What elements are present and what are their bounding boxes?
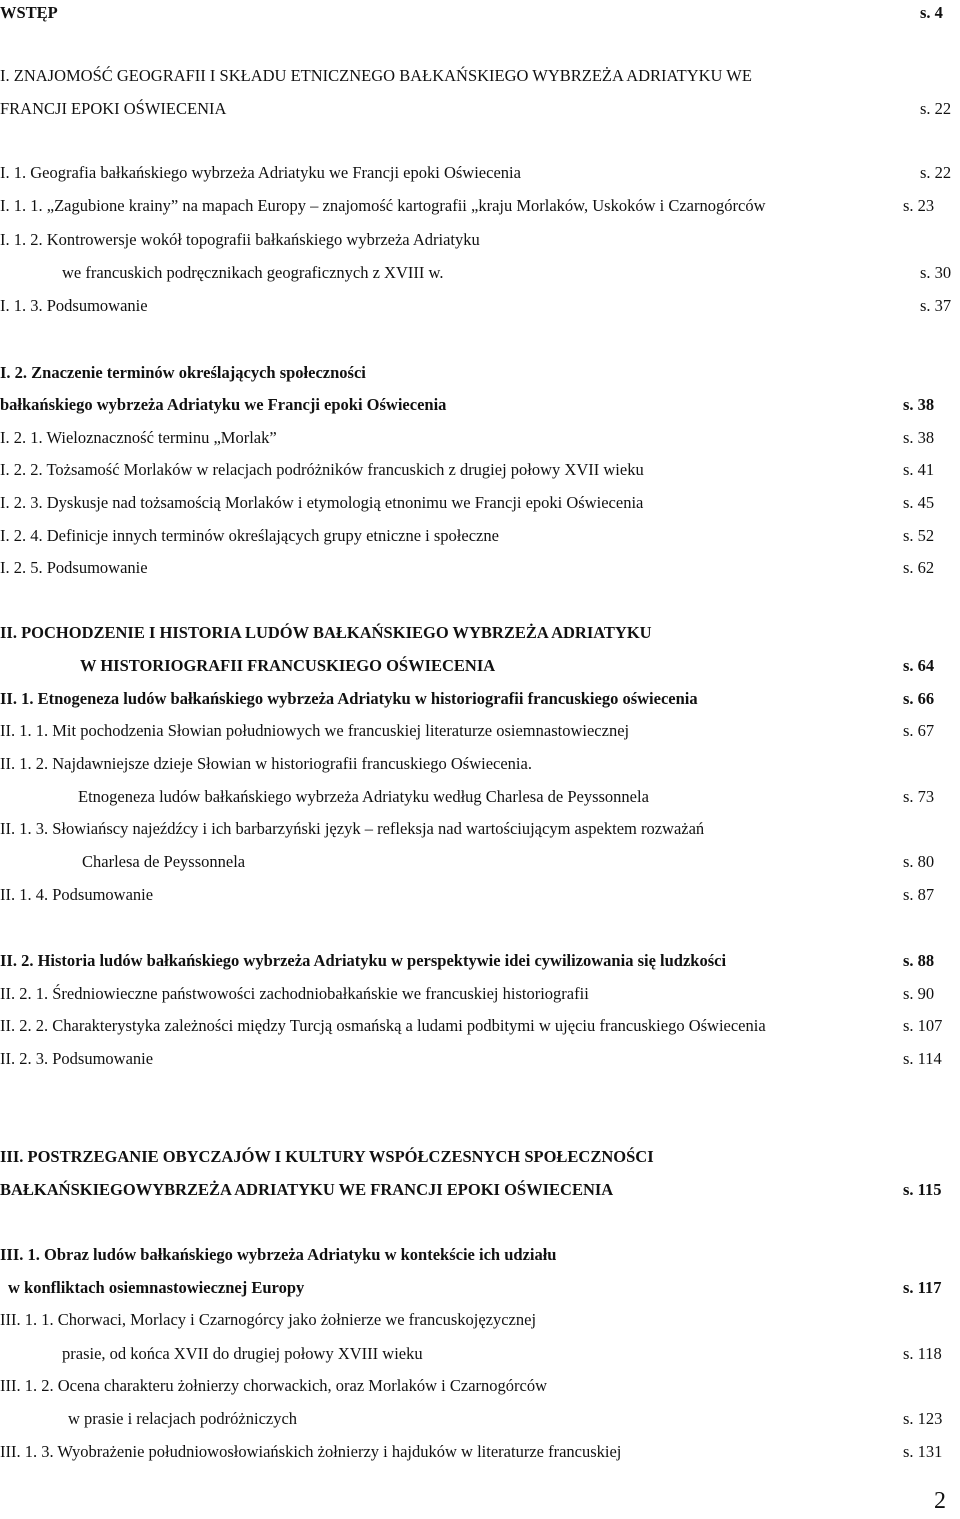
toc-entry-title: I. 2. 1. Wieloznaczność terminu „Morlak” bbox=[0, 428, 277, 447]
toc-entry-page: s. 38 bbox=[903, 395, 935, 414]
page-number: 2 bbox=[934, 1488, 946, 1514]
toc-entry bbox=[0, 1144, 960, 1170]
toc-entry-title: bałkańskiego wybrzeża Adriatyku we Francji epoki Oświecenia bbox=[0, 395, 447, 414]
toc-entry-title: II. 1. 2. Najdawniejsze dzieje Słowian w historiografii francuskiego Oświecenia. bbox=[0, 754, 532, 773]
toc-entry bbox=[0, 653, 960, 679]
toc-entry-title: I. 2. Znaczenie terminów określających społeczności bbox=[0, 363, 366, 382]
toc-entry-title: Etnogeneza ludów bałkańskiego wybrzeża Adriatyku według Charlesa de Peyssonnela bbox=[78, 787, 649, 806]
toc-entry-title: Charlesa de Peyssonnela bbox=[82, 852, 246, 871]
toc-entry-title: I. 1. 3. Podsumowanie bbox=[0, 296, 148, 315]
toc-entry bbox=[0, 523, 960, 549]
toc-entry bbox=[0, 849, 960, 875]
toc-entry-title: II. 2. 3. Podsumowanie bbox=[0, 1049, 154, 1068]
toc-entry bbox=[0, 1046, 960, 1072]
toc-entry bbox=[0, 981, 960, 1007]
toc-entry-page: s. 123 bbox=[903, 1409, 943, 1428]
toc-entry bbox=[0, 490, 960, 516]
toc-entry-page: s. 52 bbox=[903, 526, 935, 545]
toc-entry-page: s. 62 bbox=[903, 558, 935, 577]
toc-entry-page: s. 41 bbox=[903, 460, 935, 479]
toc-entry-title: II. 2. 2. Charakterystyka zależności między Turcją osmańską a ludami podbitymi w ujęciu francuskiego Oświecenia bbox=[0, 1016, 766, 1035]
toc-entry-title: II. POCHODZENIE I HISTORIA LUDÓW BAŁKAŃSKIEGO WYBRZEŻA ADRIATYKU bbox=[0, 623, 652, 642]
toc-entry bbox=[0, 1013, 960, 1039]
toc-entry-title: II. 2. Historia ludów bałkańskiego wybrzeża Adriatyku w perspektywie idei cywilizowania się ludzkości bbox=[0, 951, 727, 970]
toc-entry bbox=[0, 392, 960, 418]
toc-entry-title: III. POSTRZEGANIE OBYCZAJÓW I KULTURY WSPÓŁCZESNYCH SPOŁECZNOŚCI bbox=[0, 1147, 654, 1166]
toc-entry-page: s. 115 bbox=[903, 1180, 942, 1199]
toc-entry bbox=[0, 686, 960, 712]
toc-entry bbox=[0, 1439, 960, 1465]
toc-entry-page: s. 107 bbox=[903, 1016, 943, 1035]
toc-entry-title: I. 2. 4. Definicje innych terminów określających grupy etniczne i społeczne bbox=[0, 526, 499, 545]
toc-entry bbox=[0, 425, 960, 451]
toc-entry-page: s. 73 bbox=[903, 787, 935, 806]
toc-entry bbox=[0, 96, 960, 122]
toc-entry bbox=[0, 1373, 960, 1399]
toc-entry-title: WSTĘP bbox=[0, 3, 58, 22]
toc-entry-title: II. 2. 1. Średniowieczne państwowości zachodniobałkańskie we francuskiej historiografii bbox=[0, 984, 589, 1003]
toc-entry-page: s. 118 bbox=[903, 1344, 942, 1363]
toc-entry-title: I. 2. 3. Dyskusje nad tożsamością Morlaków i etymologią etnonimu we Francji epoki Oświecenia bbox=[0, 493, 644, 512]
toc-entry-page: s. 90 bbox=[903, 984, 935, 1003]
toc-entry-page: s. 80 bbox=[903, 852, 935, 871]
toc-entry-page: s. 22 bbox=[920, 163, 952, 182]
toc-entry bbox=[0, 0, 960, 26]
toc-entry-title: II. 1. 4. Podsumowanie bbox=[0, 885, 154, 904]
toc-entry-title: II. 1. Etnogeneza ludów bałkańskiego wybrzeża Adriatyku w historiografii francuskiego oświecenia bbox=[0, 689, 698, 708]
toc-entry-page: s. 38 bbox=[903, 428, 935, 447]
toc-entry-title: I. 2. 5. Podsumowanie bbox=[0, 558, 148, 577]
toc-entry bbox=[0, 1307, 960, 1333]
toc-entry bbox=[0, 1275, 960, 1301]
toc-entry bbox=[0, 555, 960, 581]
toc-entry-page: s. 22 bbox=[920, 99, 952, 118]
toc-entry bbox=[0, 193, 960, 219]
toc-entry-title: w konfliktach osiemnastowiecznej Europy bbox=[8, 1278, 305, 1297]
toc-entry-title: I. 1. 2. Kontrowersje wokół topografii bałkańskiego wybrzeża Adriatyku bbox=[0, 230, 480, 249]
toc-entry-title: I. ZNAJOMOŚĆ GEOGRAFII I SKŁADU ETNICZNEGO BAŁKAŃSKIEGO WYBRZEŻA ADRIATYKU WE bbox=[0, 66, 752, 85]
toc-entry-page: s. 64 bbox=[903, 656, 935, 675]
toc-entry-title: III. 1. 3. Wyobrażenie południowosłowiańskich żołnierzy i hajduków w literaturze francuskiej bbox=[0, 1442, 622, 1461]
toc-entry-title: I. 2. 2. Tożsamość Morlaków w relacjach podróżników francuskich z drugiej połowy XVII wieku bbox=[0, 460, 644, 479]
toc-entry bbox=[0, 1242, 960, 1268]
toc-entry-page: s. 4 bbox=[920, 3, 943, 22]
toc-entry bbox=[0, 751, 960, 777]
toc-entry-page: s. 117 bbox=[903, 1278, 942, 1297]
toc-entry bbox=[0, 816, 960, 842]
toc-entry-title: W HISTORIOGRAFII FRANCUSKIEGO OŚWIECENIA bbox=[80, 656, 496, 675]
toc-entry bbox=[0, 63, 960, 89]
toc-entry-title: III. 1. 1. Chorwaci, Morlacy i Czarnogórcy jako żołnierze we francuskojęzycznej bbox=[0, 1310, 537, 1329]
toc-entry bbox=[0, 620, 960, 646]
toc-entry bbox=[0, 1341, 960, 1367]
toc-entry-page: s. 66 bbox=[903, 689, 935, 708]
toc-entry-title: II. 1. 3. Słowiańscy najeźdźcy i ich barbarzyński język – refleksja nad wartościującym aspektem rozważań bbox=[0, 819, 705, 838]
toc-entry-page: s. 88 bbox=[903, 951, 935, 970]
toc-entry-page: s. 37 bbox=[920, 296, 952, 315]
toc-entry-title: I. 1. 1. „Zagubione krainy” na mapach Europy – znajomość kartografii „kraju Morlaków, Uskoków i Czarnogórców bbox=[0, 196, 766, 215]
toc-entry-title: we francuskich podręcznikach geograficznych z XVIII w. bbox=[62, 263, 444, 282]
toc-entry bbox=[0, 293, 960, 319]
toc-entry-page: s. 45 bbox=[903, 493, 935, 512]
toc-entry-title: III. 1. 2. Ocena charakteru żołnierzy chorwackich, oraz Morlaków i Czarnogórców bbox=[0, 1376, 548, 1395]
toc-entry-page: s. 114 bbox=[903, 1049, 942, 1068]
toc-entry-title: prasie, od końca XVII do drugiej połowy XVIII wieku bbox=[62, 1344, 423, 1363]
toc-entry bbox=[0, 260, 960, 286]
toc-entry bbox=[0, 360, 960, 386]
toc-entry bbox=[0, 882, 960, 908]
toc-entry-title: III. 1. Obraz ludów bałkańskiego wybrzeża Adriatyku w kontekście ich udziału bbox=[0, 1245, 557, 1264]
toc-entry-title: BAŁKAŃSKIEGOWYBRZEŻA ADRIATYKU WE FRANCJI EPOKI OŚWIECENIA bbox=[0, 1180, 614, 1199]
toc-entry-title: II. 1. 1. Mit pochodzenia Słowian południowych we francuskiej literaturze osiemnastowiecznej bbox=[0, 721, 630, 740]
toc-entry-page: s. 87 bbox=[903, 885, 935, 904]
toc-entry-title: I. 1. Geografia bałkańskiego wybrzeża Adriatyku we Francji epoki Oświecenia bbox=[0, 163, 521, 182]
toc-entry-page: s. 131 bbox=[903, 1442, 943, 1461]
toc-entry bbox=[0, 1406, 960, 1432]
toc-entry bbox=[0, 457, 960, 483]
toc-entry-page: s. 67 bbox=[903, 721, 935, 740]
toc-entry-title: FRANCJI EPOKI OŚWIECENIA bbox=[0, 99, 227, 118]
toc-entry bbox=[0, 1177, 960, 1203]
toc-entry bbox=[0, 948, 960, 974]
toc-entry-title: w prasie i relacjach podróżniczych bbox=[68, 1409, 298, 1428]
toc-entry bbox=[0, 160, 960, 186]
toc-entry bbox=[0, 784, 960, 810]
toc-entry bbox=[0, 718, 960, 744]
toc-entry-page: s. 23 bbox=[903, 196, 935, 215]
toc-entry-page: s. 30 bbox=[920, 263, 952, 282]
toc-entry bbox=[0, 227, 960, 253]
